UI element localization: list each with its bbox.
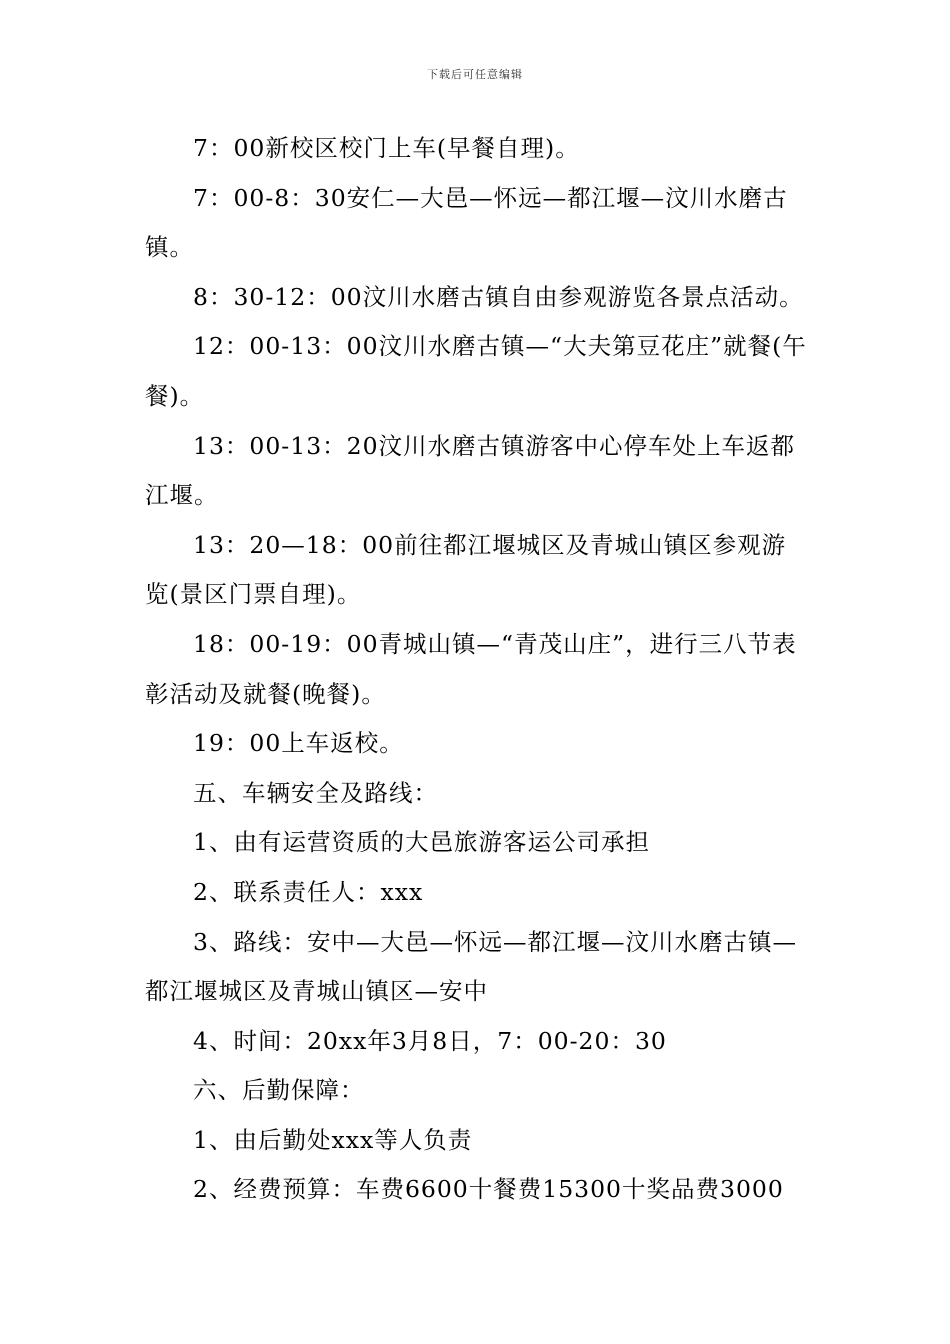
list-item-vehicle-2: 2、联系责任人：xxx xyxy=(193,877,424,906)
paragraph-shuimo-visit: 8：30-12：00汶川水磨古镇自由参观游览各景点活动。 xyxy=(193,282,804,311)
paragraph-qingcheng-visit: 13：20—18：00前往都江堰城区及青城山镇区参观游览(景区门票自理)。 xyxy=(145,530,787,609)
section-heading-vehicle: 五、车辆安全及路线： xyxy=(193,778,438,807)
page-header: 下载后可任意编辑 xyxy=(427,68,523,81)
list-item-logistics-2: 2、经费预算：车费6600十餐费15300十奖品费3000 xyxy=(193,1175,784,1204)
paragraph-lunch: 12：00-13：00汶川水磨古镇—“大夫第豆花庄”就餐(午餐)。 xyxy=(145,332,807,410)
list-item-vehicle-3: 3、路线：安中—大邑—怀远—都江堰—汶川水磨古镇—都江堰城区及青城山镇区—安中 xyxy=(145,927,797,1006)
list-item-vehicle-1: 1、由有运营资质的大邑旅游客运公司承担 xyxy=(193,828,650,857)
paragraph-return-dujiangyan: 13：00-13：20汶川水磨古镇游客中心停车处上车返都江堰。 xyxy=(145,431,796,510)
paragraph-return-school: 19：00上车返校。 xyxy=(193,729,404,758)
section-heading-logistics: 六、后勤保障： xyxy=(193,1076,365,1105)
list-item-vehicle-4: 4、时间：20xx年3月8日，7：00-20：30 xyxy=(193,1026,667,1055)
paragraph-departure: 7：00新校区校门上车(早餐自理)。 xyxy=(193,134,580,162)
list-item-logistics-1: 1、由后勤处xxx等人负责 xyxy=(193,1125,473,1154)
paragraph-route-to-shuimo: 7：00-8：30安仁—大邑—怀远—都江堰—汶川水磨古镇。 xyxy=(145,183,788,262)
document-body xyxy=(145,124,807,1215)
paragraph-dinner: 18：00-19：00青城山镇—“青茂山庄”，进行三八节表彰活动及就餐(晚餐)。 xyxy=(145,629,797,708)
